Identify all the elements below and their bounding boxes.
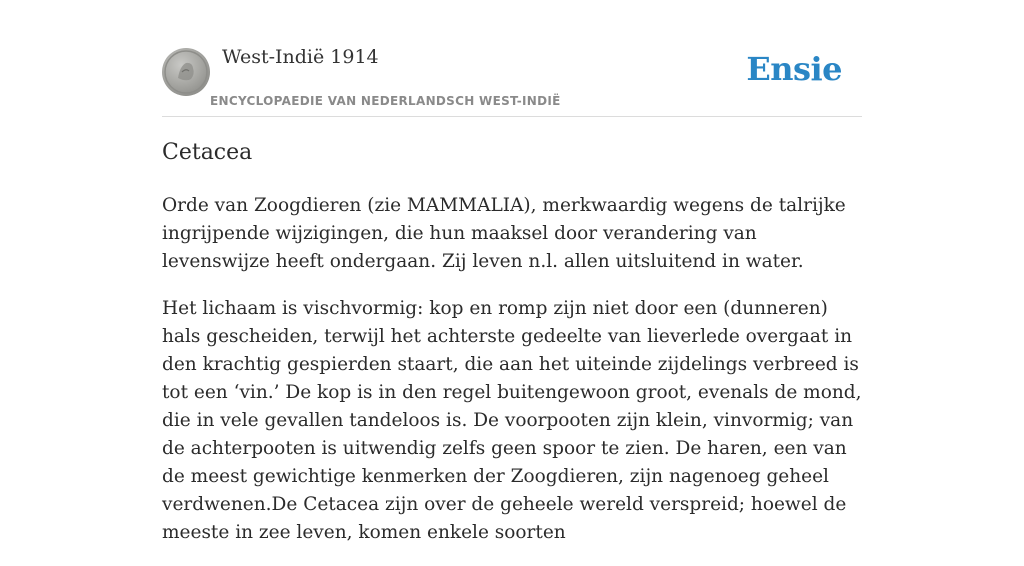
article-title: Cetacea [162,140,253,165]
article-paragraph: Het lichaam is vischvormig: kop en romp zijn niet door een (dunneren) hals gescheiden, terwijl het achterste gedeelte van lieverlede overgaat in den krachtig gespierden staart, die aan het uiteinde zijdelings verbreed is tot een ‘vin.’ De kop is in den regel buitengewoon groot, evenals de mond, die in vele gevallen tandeloos is. De voorpooten zijn klein, vinvormig; van de achterpooten is uitwendig zelfs geen spoor te zien. De haren, een van de meest gewichtige kenmerken der Zoogdieren, zijn nagenoeg geheel verdwenen.De Cetacea zijn over de geheele wereld verspreid; hoewel de meeste in zee leven, komen enkele soorten [162,298,862,543]
article-body [162,192,862,566]
brand-logo-link[interactable]: Ensie [746,50,842,88]
book-subtitle: ENCYCLOPAEDIE VAN NEDERLANDSCH WEST-INDIË [210,94,561,108]
article-paragraph: Orde van Zoogdieren (zie MAMMALIA), merkwaardig wegens de talrijke ingrijpende wijzigingen, die hun maaksel door verandering van levenswijze heeft ondergaan. Zij leven n.l. allen uitsluitend in water. [162,195,846,272]
site-header [162,44,862,117]
coin-icon[interactable] [162,48,210,96]
book-title-link[interactable]: West-Indië 1914 [222,46,379,68]
